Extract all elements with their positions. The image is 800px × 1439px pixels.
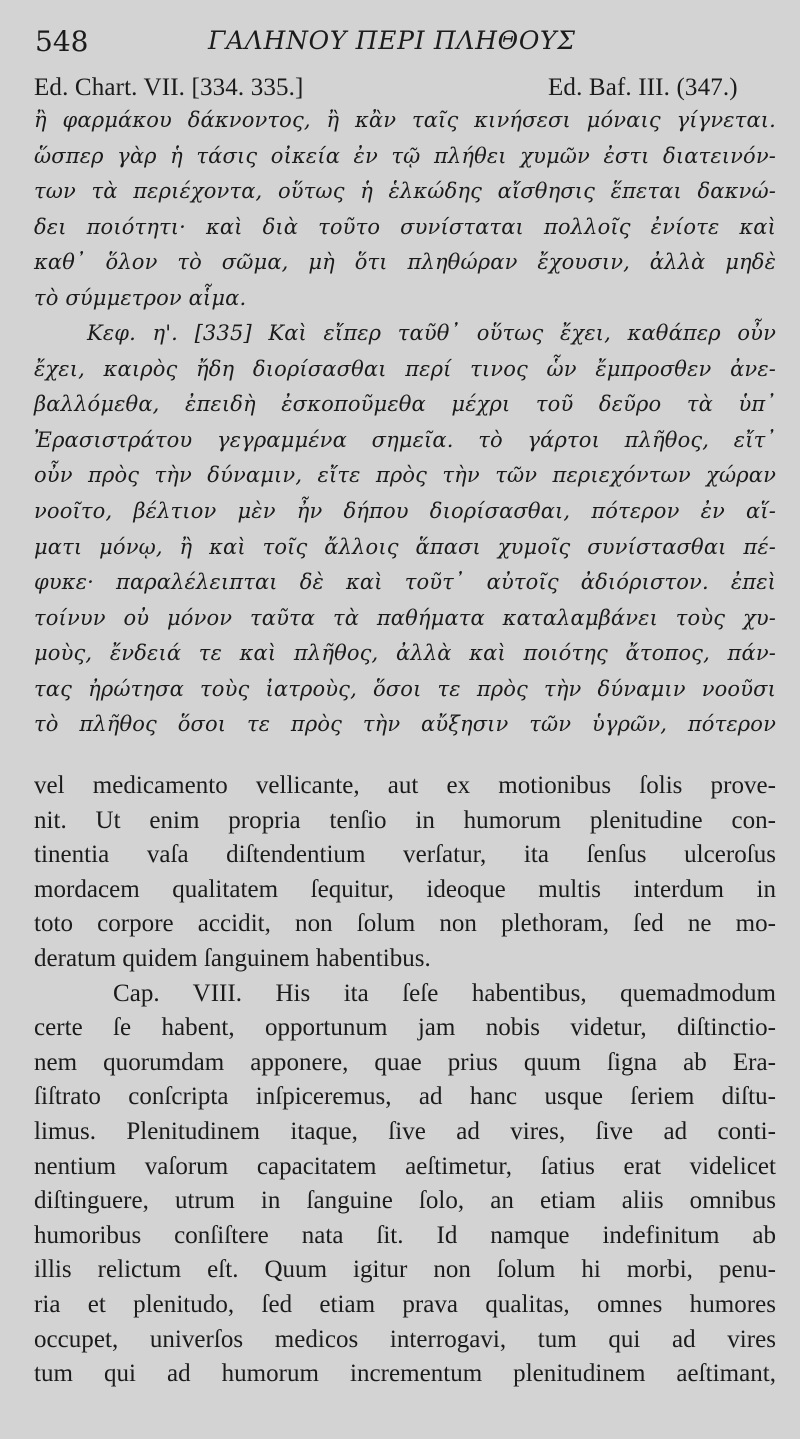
greek-text-line: Ἐρασιστράτου γεγραμμένα σημεῖα. τὸ γάρτοι πλῆθος, εἴτ᾽	[34, 427, 776, 452]
page-header	[0, 0, 800, 100]
latin-text-line: deratum quidem ſanguinem habentibus.	[34, 944, 431, 972]
greek-text-line: νοοῖτο, βέλτιον μὲν ἦν δήπου διορίσασθαι, πότερον ἐν αἵ-	[34, 499, 776, 524]
latin-text-line: nentium vaſorum capacitatem aeſtimetur, ſatius erat videlicet	[34, 1152, 776, 1180]
latin-text-line: limus. Plenitudinem itaque, ſive ad vires, ſive ad conti-	[34, 1117, 776, 1145]
latin-text-block	[34, 769, 776, 1392]
latin-text-line: nem quorumdam apponere, quae prius quum ſigna ab Era-	[34, 1048, 776, 1076]
greek-text-line: των τὰ περιέχοντα, οὕτως ἡ ἑλκώδης αἴσθησις ἕπεται δακνώ-	[34, 179, 776, 204]
latin-chapter-line: Cap. VIII. His ita ſeſe habentibus, quemadmodum	[113, 979, 776, 1007]
latin-text-line: certe ſe habent, opportunum jam nobis videtur, diſtinctio-	[34, 1014, 776, 1042]
greek-text-line: ὥσπερ γὰρ ἡ τάσις οἰκεία ἐν τῷ πλήθει χυμῶν ἐστι διατεινόν-	[34, 143, 776, 168]
edition-reference-left: Ed. Chart. VII. [334. 335.]	[34, 74, 304, 101]
latin-text-line: mordacem qualitatem ſequitur, ideoque multis interdum in	[34, 875, 776, 903]
greek-text-block	[34, 103, 776, 743]
latin-text-line: occupet, univerſos medicos interrogavi, tum qui ad vires	[34, 1325, 776, 1353]
latin-text-line: tinentia vaſa diſtendentium verſatur, ita ſenſus ulceroſus	[34, 841, 776, 869]
latin-text-line: ſiſtrato conſcripta inſpiceremus, ad hanc usque ſeriem diſtu-	[34, 1083, 776, 1111]
greek-text-line: τὸ πλῆθος ὅσοι τε πρὸς τὴν αὔξησιν τῶν ὑγρῶν, πότερον	[34, 712, 776, 737]
running-head: ΓΑΛΗΝΟΥ ΠΕΡΙ ΠΛΗΘΟΥΣ	[208, 26, 576, 55]
greek-text-line: βαλλόμεθα, ἐπειδὴ ἐσκοποῦμεθα μέχρι τοῦ δεῦρο τὰ ὑπ᾽	[34, 392, 776, 417]
greek-text-line: ματι μόνῳ, ἢ καὶ τοῖς ἄλλοις ἅπασι χυμοῖς συνίστασθαι πέ-	[34, 534, 776, 559]
latin-text-line: diſtinguere, utrum in ſanguine ſolo, an etiam aliis omnibus	[34, 1187, 776, 1215]
greek-text-line: τας ἠρώτησα τοὺς ἰατροὺς, ὅσοι τε πρὸς τὴν δύναμιν νοοῦσι	[34, 676, 776, 701]
greek-text-line: οὖν πρὸς τὴν δύναμιν, εἴτε πρὸς τὴν τῶν περιεχόντων χώραν	[34, 463, 776, 488]
latin-text-line: nit. Ut enim propria tenſio in humorum plenitudine con-	[34, 806, 776, 834]
greek-text-line: δει ποιότητι· καὶ διὰ τοῦτο συνίσταται πολλοῖς ἐνίοτε καὶ	[34, 214, 776, 239]
greek-text-line: φυκε· παραλέλειπται δὲ καὶ τοῦτ᾽ αὐτοῖς ἀδιόριστον. ἐπεὶ	[34, 570, 776, 595]
greek-text-line: μοὺς, ἔνδειά τε καὶ πλῆθος, ἀλλὰ καὶ ποιότης ἄτοπος, πάν-	[34, 641, 776, 666]
latin-text-line: vel medicamento vellicante, aut ex motionibus ſolis prove-	[34, 772, 776, 799]
greek-text-line: τὸ σύμμετρον αἷμα.	[34, 285, 247, 310]
latin-text-line: humoribus conſiſtere nata ſit. Id namque indefinitum ab	[34, 1221, 776, 1249]
greek-text-line: τοίνυν οὐ μόνον ταῦτα τὰ παθήματα καταλαμβάνει τοὺς χυ-	[34, 605, 776, 630]
latin-text-line: toto corpore accidit, non ſolum non plethoram, ſed ne mo-	[34, 910, 776, 938]
latin-text-line: illis relictum eſt. Quum igitur non ſolum hi morbi, penu-	[34, 1256, 776, 1284]
greek-chapter-line: Κεφ. η'. [335] Καὶ εἴπερ ταῦθ᾽ οὕτως ἔχει, καθάπερ οὖν	[87, 321, 776, 346]
greek-text-line: ἔχει, καιρὸς ἤδη διορίσασθαι περί τινος ὧν ἔμπροσθεν ἀνε-	[34, 356, 776, 381]
edition-reference-right: Ed. Baf. III. (347.)	[548, 74, 738, 101]
page-number: 548	[35, 25, 89, 58]
greek-text-line: καθ᾽ ὅλον τὸ σῶμα, μὴ ὅτι πληθώραν ἔχουσιν, ἀλλὰ μηδὲ	[34, 250, 776, 275]
latin-text-line: ria et plenitudo, ſed etiam prava qualitas, omnes humores	[34, 1290, 776, 1318]
latin-text-line: tum qui ad humorum incrementum plenitudinem aeſtimant,	[34, 1360, 776, 1388]
greek-text-line: ἢ φαρμάκου δάκνοντος, ἢ κἂν ταῖς κινήσεσι μόναις γίγνεται.	[34, 108, 776, 132]
